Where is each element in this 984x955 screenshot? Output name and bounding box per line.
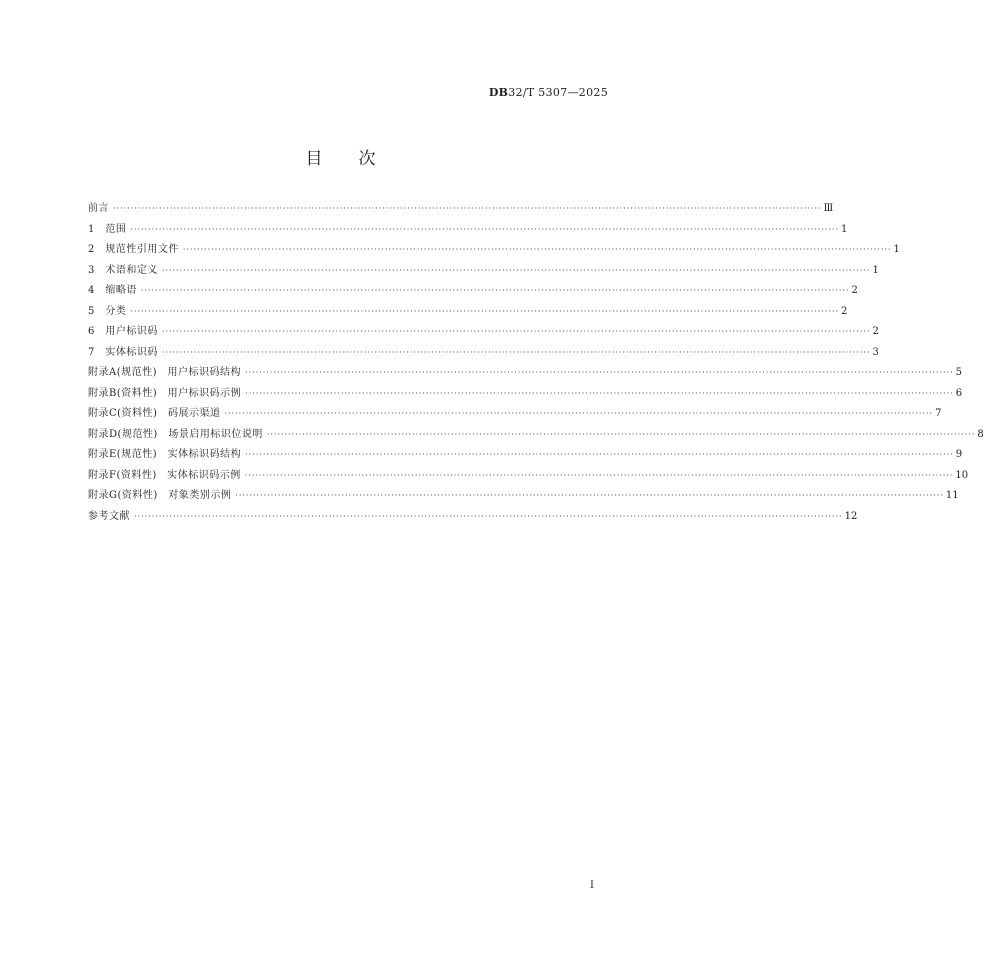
toc-entry-page: 3 [872, 346, 879, 358]
toc-entry[interactable] [88, 445, 963, 466]
toc-leader-dots: ········································································································································································································ [235, 491, 944, 500]
toc-leader-dots: ········································································································································································································ [266, 429, 976, 439]
toc-entry-label: 3 术语和定义 [88, 264, 158, 276]
toc-entry-page: 1 [872, 264, 879, 276]
toc-entry[interactable] [88, 199, 834, 220]
page-number: I [590, 880, 594, 891]
toc-leader-dots: ········································································································································································································ [140, 286, 850, 295]
toc-entry-label: 2 规范性引用文件 [88, 244, 179, 255]
toc-entry[interactable] [88, 343, 879, 364]
toc-entry-page: 8 [977, 428, 984, 440]
toc-entry[interactable] [88, 507, 858, 528]
toc-entry-label: 前言 [88, 203, 109, 214]
toc-leader-dots: ········································································································································································································ [130, 306, 839, 316]
toc-entry[interactable] [88, 363, 962, 384]
table-of-contents [88, 199, 984, 527]
toc-entry-page: 12 [844, 510, 858, 522]
toc-leader-dots: ········································································································································································································ [130, 224, 839, 234]
toc-entry-label: 7 实体标识码 [88, 346, 158, 358]
standard-code-rest: 32/T 5307—2025 [508, 86, 608, 99]
toc-entry-page: Ⅲ [823, 203, 834, 214]
toc-entry[interactable] [88, 281, 858, 302]
toc-leader-dots: ········································································································································································································ [113, 204, 822, 213]
toc-entry-label: 附录D(规范性) 场景启用标识位说明 [88, 428, 263, 440]
toc-entry-page: 1 [840, 223, 848, 235]
toc-leader-dots: ········································································································································································································ [161, 265, 871, 275]
toc-entry[interactable] [88, 384, 963, 405]
toc-leader-dots: ········································································································································································································ [134, 511, 843, 521]
toc-entry[interactable] [88, 322, 879, 343]
toc-entry-page: 5 [955, 367, 962, 378]
toc-entry-page: 11 [945, 490, 959, 501]
toc-entry[interactable] [88, 240, 900, 261]
toc-leader-dots: ········································································································································································································ [182, 245, 892, 254]
toc-entry-page: 7 [935, 408, 942, 419]
toc-entry[interactable] [88, 466, 969, 487]
toc-leader-dots: ········································································································································································································ [245, 368, 954, 377]
toc-entry-label: 5 分类 [88, 305, 127, 317]
toc-leader-dots: ········································································································································································································ [244, 470, 954, 480]
toc-entry[interactable] [88, 486, 959, 507]
toc-entry-page: 1 [893, 244, 900, 255]
toc-entry-label: 附录G(资料性) 对象类别示例 [88, 490, 232, 501]
toc-entry-page: 6 [955, 387, 963, 399]
toc-entry-label: 附录A(规范性) 用户标识码结构 [88, 367, 242, 378]
toc-entry-label: 1 范围 [88, 223, 127, 235]
toc-entry-label: 附录C(资料性) 码展示渠道 [88, 408, 221, 419]
standard-code [420, 86, 608, 99]
toc-entry-label: 参考文献 [88, 510, 130, 522]
toc-entry-page: 2 [872, 326, 879, 337]
toc-entry-label: 附录E(规范性) 实体标识码结构 [88, 449, 242, 460]
standard-code-prefix: DB [488, 86, 509, 99]
toc-entry[interactable] [88, 220, 848, 241]
toc-entry-label: 6 用户标识码 [88, 326, 158, 337]
toc-entry[interactable] [88, 404, 942, 425]
toc-leader-dots: ········································································································································································································ [224, 409, 934, 418]
toc-entry[interactable] [88, 261, 879, 282]
toc-entry[interactable] [88, 302, 848, 323]
toc-entry-page: 10 [955, 469, 969, 481]
toc-entry[interactable] [88, 425, 984, 446]
toc-entry-page: 2 [840, 305, 848, 317]
toc-leader-dots: ········································································································································································································ [161, 347, 871, 357]
toc-entry-label: 附录B(资料性) 用户标识码示例 [88, 387, 242, 399]
toc-entry-page: 9 [955, 449, 963, 460]
toc-entry-label: 4 缩略语 [88, 285, 137, 296]
page-title: 目次 [305, 149, 412, 169]
toc-leader-dots: ········································································································································································································ [245, 388, 954, 398]
toc-leader-dots: ········································································································································································································ [161, 327, 871, 336]
toc-leader-dots: ········································································································································································································ [245, 450, 954, 459]
toc-entry-label: 附录F(资料性) 实体标识码示例 [88, 469, 241, 481]
toc-entry-page: 2 [851, 285, 858, 296]
